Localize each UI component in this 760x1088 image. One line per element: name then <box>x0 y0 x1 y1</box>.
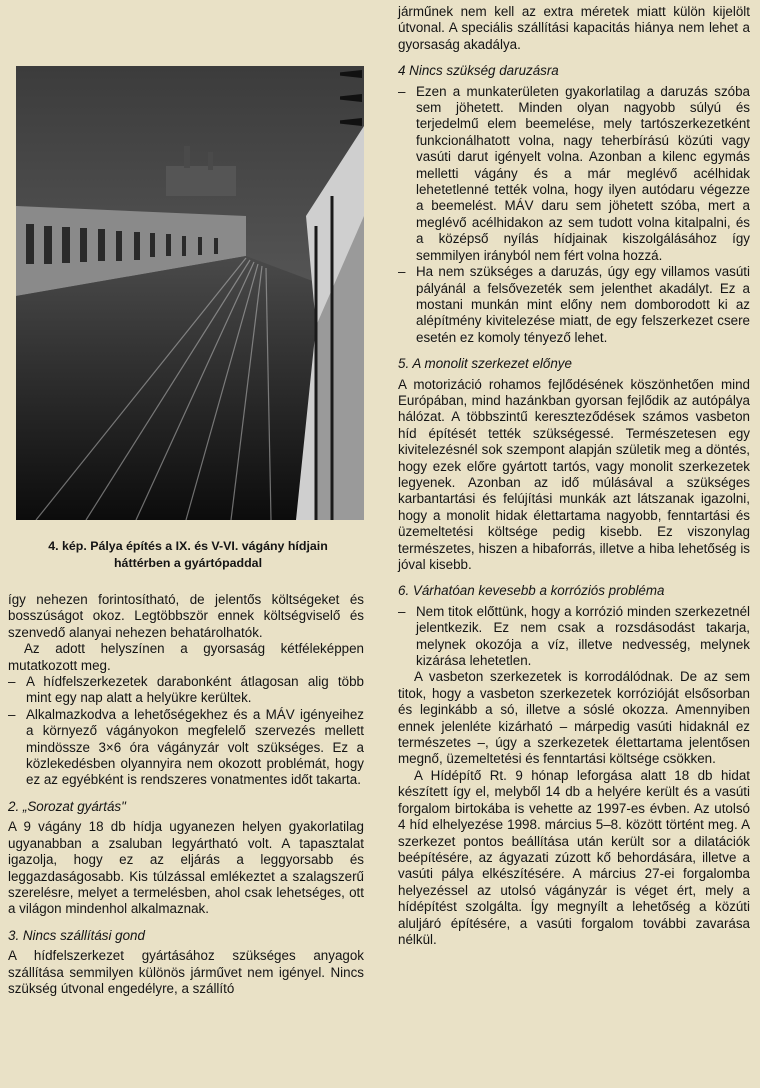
list-item: – Alkalmazkodva a lehetőségekhez és a MÁV igényeihez a környező vágányokon megfelelő szervezés mellett mindössze 3×6 óra vágányzár volt szükséges. Ez a közlekedésben olyannyira nem okozott problémát, hogy ez az egyébként is rendszeres vonatmentes időt takarta. <box>8 707 364 789</box>
paragraph: Az adott helyszínen a gyorsaság kétféleképpen mutatkozott meg. <box>8 641 364 673</box>
section-heading: 2. „Sorozat gyártás" <box>8 798 126 814</box>
print-marks <box>340 70 362 142</box>
section-heading: 6. Várhatóan kevesebb a korróziós probléma <box>398 583 665 599</box>
list-item: – Ha nem szükséges a daruzás, úgy egy villamos vasúti pályánál a felsővezeték sem jelenthet akadályt. Ez a mostani munkán mint előny nem domborodott ki az alépítmény kivitelezése miatt, de egy felszerkezet csere esetén ez komoly tényező lehet. <box>398 264 750 346</box>
bullet-list <box>398 84 750 347</box>
list-item: – Nem titok előttünk, hogy a korrózió minden szerkezetnél jelentkezik. Ez nem csak a rozsdásodást takarja, melynek okozója a víz, illetve nedvesség, melynek kizárása lehetetlen. <box>398 604 750 670</box>
section-heading: 5. A monolit szerkezet előnye <box>398 356 572 372</box>
right-column <box>398 4 750 948</box>
print-mark <box>340 118 362 126</box>
list-item: – Ezen a munkaterületen gyakorlatilag a daruzás szóba sem jöhetett. Minden olyan nagyobb súlyú és terjedelmű elem beemelése, mely tartószerkezetként funkcionálhatott volna, nagy teherbírású közúti vagy vasúti darut igényelt volna. Azonban a kilenc egymás melletti vágány és a már meglévő acélhidak lehetetlenné tették volna, hogy ilyen autódaru végezze a beemelést. MÁV daru sem jöhetett szóba, mert a meglévő acélhidakon az sem tudott volna kitalpalni, és a középső nyílás hídjainak kiszolgálásához így semmilyen irányból nem fért volna hozzá. <box>398 84 750 264</box>
paragraph: A hídfelszerkezet gyártásához szükséges anyagok szállítása semmilyen különös járművet nem igényel. Nincs szükség útvonal engedélyre, a szállító <box>8 948 364 996</box>
left-column <box>8 592 364 997</box>
paragraph: A 9 vágány 18 db hídja ugyanezen helyen gyakorlatilag ugyanabban a zsaluban legyártható volt. A tapasztalat igazolja, hogy ez az eljárás a leggyorsabb és leggazdaságosabb. Kis túlzással emlékeztet a szalagszerű szerelésre, melyet a termelésben, ahol csak lehetséges, ott a világon mindenhol alkalmaznak. <box>8 819 364 917</box>
section-heading: 3. Nincs szállítási gond <box>8 927 145 943</box>
construction-photo <box>16 66 364 520</box>
print-mark <box>340 94 362 102</box>
caption-line-1: 4. kép. Pálya építés a IX. és V-VI. vágány hídjain <box>48 539 328 553</box>
list-item: – A hídfelszerkezetek darabonként átlagosan alig több mint egy nap alatt a helyükre kerültek. <box>8 674 364 707</box>
section-heading: 4 Nincs szükség daruzásra <box>398 63 559 79</box>
bullet-list <box>398 604 750 670</box>
photo-illustration <box>16 66 364 520</box>
paragraph: járműnek nem kell az extra méretek miatt külön kijelölt útvonal. A speciális szállítási kapacitás hiánya nem lehet a gyorsaság akadálya. <box>398 4 750 52</box>
caption-line-2: háttérben a gyártópaddal <box>113 556 263 570</box>
paragraph: A motorizáció rohamos fejlődésének köszönhetően mind Európában, mind hazánkban gyorsan fejlődik az autópálya hálózat. A többszintű kereszteződések számos vasbeton híd építését tették szükségessé. Természetesen egy kivitelezésnél sok szempont alapján születik meg a döntés, hogy ezek előre gyártott tartós, vagy monolit szerkezetek legyenek. Azonban az idő múlásával a szükséges karbantartási és felújítási munkák azt látszanak igazolni, hogy a monolit hidak élettartama nagyobb, fenntartási és üzemeltetési költsége pedig kisebb. Ez viszonylag természetes, hiszen a hibaforrás, illetve a hiba lehetőség is jóval kisebb. <box>398 376 750 572</box>
paragraph: így nehezen forintosítható, de jelentős költségeket és bosszúságot okoz. Legtöbbször ennek költségviselő és szenvedő alanyai nehezen behatárolhatók. <box>8 592 364 640</box>
paragraph: A Hídépítő Rt. 9 hónap leforgása alatt 18 db hidat készített így el, melyből 14 db a helyére került és a vasúti forgalom birtokába is vehette az 1997-es évben. Az utolsó 4 híd elhelyezése 1998. március 5–8. között történt meg. A szerkezet pontos beállítása után került sor a dilatációk beépítésére, az ágyazati zúzott kő behordására, illetve a vasúti pálya elkészítésére. A március 27-ei forgalomba helyezéssel az utolsó vágányzár is véget ért, mely a hídépítést szolgálta. Így megnyílt a lehetőség a közúti aluljáró építésére, a vasúti forgalom további zavarása nélkül. <box>398 767 750 947</box>
paragraph: A vasbeton szerkezetek is korrodálódnak. De az sem titok, hogy a vasbeton szerkezetek korrózióját elsősorban és leginkább a só, illetve a sóslé okozza. Amennyiben ennek jelenléte kizárható – márpedig vasúti hidaknál ez természetes –, úgy a szerkezetek élettartama jelentősen megnő, üzemeltetési és fenntartási költsége csökken. <box>398 669 750 767</box>
print-mark <box>340 70 362 78</box>
photo-caption <box>8 538 368 572</box>
bullet-list <box>8 674 364 789</box>
